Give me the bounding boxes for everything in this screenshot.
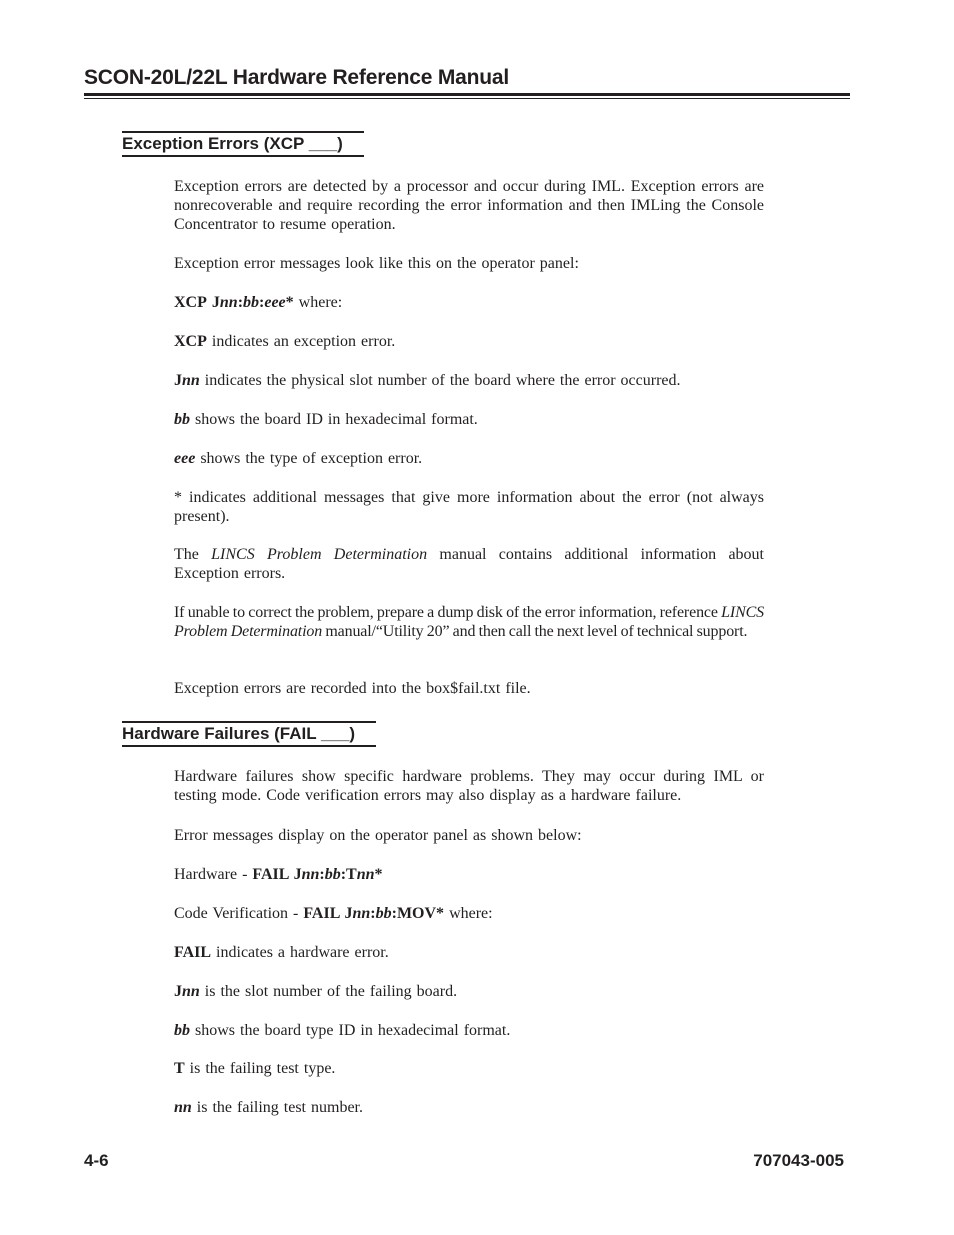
- document-number: 707043-005: [753, 1151, 844, 1170]
- header-rule-thin: [84, 98, 850, 99]
- bb-definition: bb shows the board ID in hexadecimal format.: [174, 411, 478, 428]
- code-verification-format-line: Code Verification - FAIL Jnn:bb:MOV* where:: [174, 905, 493, 922]
- section-heading-exception-errors: Exception Errors (XCP ___): [122, 131, 364, 157]
- hardware-intro-paragraph: Hardware failures show specific hardware problems. They may occur during IML or testing mode. Code verification errors may also display as a hardware failure.: [174, 768, 764, 804]
- eee-definition: eee shows the type of exception error.: [174, 450, 423, 467]
- xcp-definition: XCP indicates an exception error.: [174, 333, 396, 350]
- exception-intro-paragraph: Exception errors are detected by a processor and occur during IML. Exception errors are nonrecoverable and require recording the error information and then IMLing the Console Concentrator to resume operation.: [174, 178, 764, 233]
- nn-definition: nn is the failing test number.: [174, 1099, 363, 1116]
- header-rule-thick: [84, 93, 850, 96]
- lincs-reference-paragraph: The LINCS Problem Determination manual contains additional information about Exception errors.: [174, 546, 765, 582]
- t-definition: T is the failing test type.: [174, 1060, 336, 1077]
- exception-format-line: XCP Jnn:bb:eee* where:: [174, 294, 343, 311]
- jnn-definition: Jnn indicates the physical slot number of the board where the error occurred.: [174, 372, 681, 389]
- hardware-format-intro: Error messages display on the operator panel as shown below:: [174, 827, 582, 844]
- hardware-format-line: Hardware - FAIL Jnn:bb:Tnn*: [174, 866, 383, 883]
- hw-jnn-definition: Jnn is the slot number of the failing board.: [174, 983, 458, 1000]
- exception-format-intro: Exception error messages look like this on the operator panel:: [174, 255, 579, 272]
- recorded-paragraph: Exception errors are recorded into the box$fail.txt file.: [174, 680, 531, 697]
- star-definition: * indicates additional messages that give more information about the error (not always present).: [174, 489, 764, 525]
- fail-definition: FAIL indicates a hardware error.: [174, 944, 389, 961]
- section-heading-hardware-failures: Hardware Failures (FAIL ___): [122, 721, 376, 747]
- page-number: 4-6: [84, 1151, 109, 1170]
- manual-title: SCON-20L/22L Hardware Reference Manual: [84, 66, 510, 89]
- unable-to-correct-paragraph: If unable to correct the problem, prepare a dump disk of the error information, reference LINCS Problem Determination manual/“Utility 20” and then call the next level of technical support.: [174, 604, 764, 640]
- hw-bb-definition: bb shows the board type ID in hexadecimal format.: [174, 1022, 511, 1039]
